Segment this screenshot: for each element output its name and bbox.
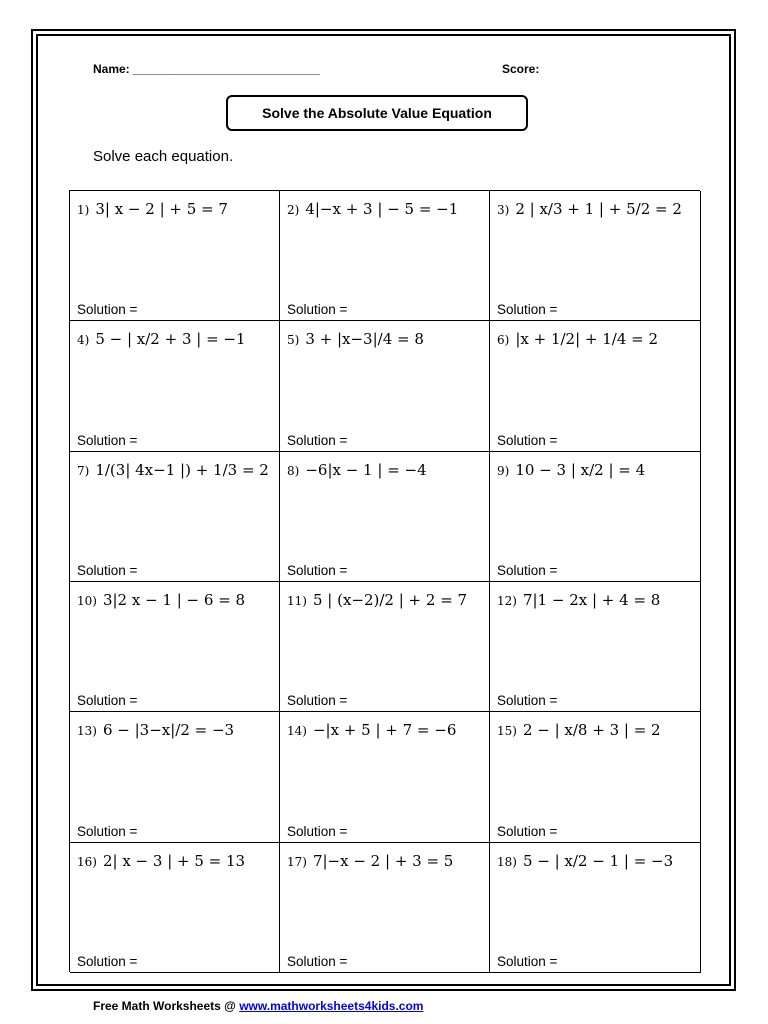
solution-label: Solution =: [287, 693, 348, 709]
problem-number: 7): [77, 463, 90, 478]
footer: [93, 999, 423, 1013]
problem-number: 13): [77, 724, 97, 739]
solution-label: Solution =: [497, 302, 558, 318]
problem-number: 18): [497, 854, 517, 869]
problem-equation: 5 − | x/2 − 1 | = −3: [522, 851, 674, 870]
problem-equation: 2 | x/3 + 1 | + 5/2 = 2: [515, 200, 682, 218]
problem-cell: [490, 452, 701, 582]
problem-number: 11): [287, 593, 307, 608]
problem-cell: [280, 712, 490, 842]
solution-label: Solution =: [287, 432, 348, 448]
problem-number: 9): [497, 463, 510, 478]
name-field: Name: ____________________________: [93, 62, 320, 76]
problem-equation: 3| x − 2 | + 5 = 7: [95, 200, 228, 218]
worksheet-title: Solve the Absolute Value Equation: [226, 95, 528, 131]
problem-equation: 5 − | x/2 + 3 | = −1: [95, 330, 246, 349]
problem-equation: −6|x − 1 | = −4: [305, 460, 427, 479]
footer-link[interactable]: www.mathworksheets4kids.com: [239, 999, 424, 1013]
problem-cell: [490, 712, 701, 842]
problem-cell: [280, 582, 490, 712]
problem-equation: 5 | (x−2)/2 | + 2 = 7: [312, 590, 468, 609]
problem-number: 10): [77, 593, 97, 608]
problem-cell: [70, 582, 280, 712]
problem-cell: [490, 321, 701, 451]
solution-label: Solution =: [77, 302, 138, 318]
problem-grid: [69, 190, 700, 972]
problem-cell: [280, 321, 490, 451]
problem-number: 3): [497, 203, 510, 217]
problem-number: 16): [77, 854, 97, 869]
problem-number: 12): [497, 593, 517, 608]
problem-equation: 4|−x + 3 | − 5 = −1: [305, 200, 459, 218]
problem-cell: [490, 582, 701, 712]
solution-label: Solution =: [77, 823, 138, 839]
problem-cell: [70, 321, 280, 451]
solution-label: Solution =: [287, 953, 348, 969]
problem-number: 4): [77, 333, 90, 348]
solution-label: Solution =: [497, 693, 558, 709]
problem-cell: [70, 712, 280, 842]
problem-equation: 2 − | x/8 + 3 | = 2: [522, 721, 661, 740]
problem-number: 8): [287, 463, 300, 478]
problem-equation: −|x + 5 | + 7 = −6: [312, 721, 457, 740]
problem-number: 15): [497, 724, 517, 739]
problem-equation: 1/(3| 4x−1 |) + 1/3 = 2: [95, 460, 269, 479]
problem-cell: [490, 191, 701, 321]
problem-cell: [490, 843, 701, 973]
problem-number: 6): [497, 333, 510, 348]
solution-label: Solution =: [497, 823, 558, 839]
problem-cell: [280, 843, 490, 973]
score-field: Score:: [502, 62, 540, 76]
problem-number: 1): [77, 203, 90, 217]
solution-label: Solution =: [287, 823, 348, 839]
solution-label: Solution =: [77, 562, 138, 578]
problem-number: 2): [287, 203, 300, 217]
problem-equation: 10 − 3 | x/2 | = 4: [515, 460, 646, 479]
solution-label: Solution =: [77, 693, 138, 709]
solution-label: Solution =: [497, 953, 558, 969]
instruction-text: Solve each equation.: [93, 148, 234, 165]
problem-equation: 6 − |3−x|/2 = −3: [102, 721, 235, 740]
problem-equation: 3 + |x−3|/4 = 8: [305, 330, 424, 349]
problem-cell: [70, 843, 280, 973]
problem-equation: 7|1 − 2x | + 4 = 8: [522, 590, 661, 609]
solution-label: Solution =: [287, 562, 348, 578]
footer-text: Free Math Worksheets @: [93, 999, 240, 1013]
solution-label: Solution =: [77, 953, 138, 969]
problem-cell: [280, 452, 490, 582]
problem-cell: [70, 452, 280, 582]
solution-label: Solution =: [77, 432, 138, 448]
problem-cell: [280, 191, 490, 321]
problem-number: 5): [287, 333, 300, 348]
problem-equation: 2| x − 3 | + 5 = 13: [102, 851, 246, 870]
problem-cell: [70, 191, 280, 321]
solution-label: Solution =: [497, 432, 558, 448]
problem-equation: 7|−x − 2 | + 3 = 5: [312, 851, 454, 870]
solution-label: Solution =: [287, 302, 348, 318]
problem-number: 17): [287, 854, 307, 869]
problem-number: 14): [287, 724, 307, 739]
problem-equation: |x + 1/2| + 1/4 = 2: [515, 330, 659, 349]
solution-label: Solution =: [497, 562, 558, 578]
problem-equation: 3|2 x − 1 | − 6 = 8: [102, 590, 246, 609]
